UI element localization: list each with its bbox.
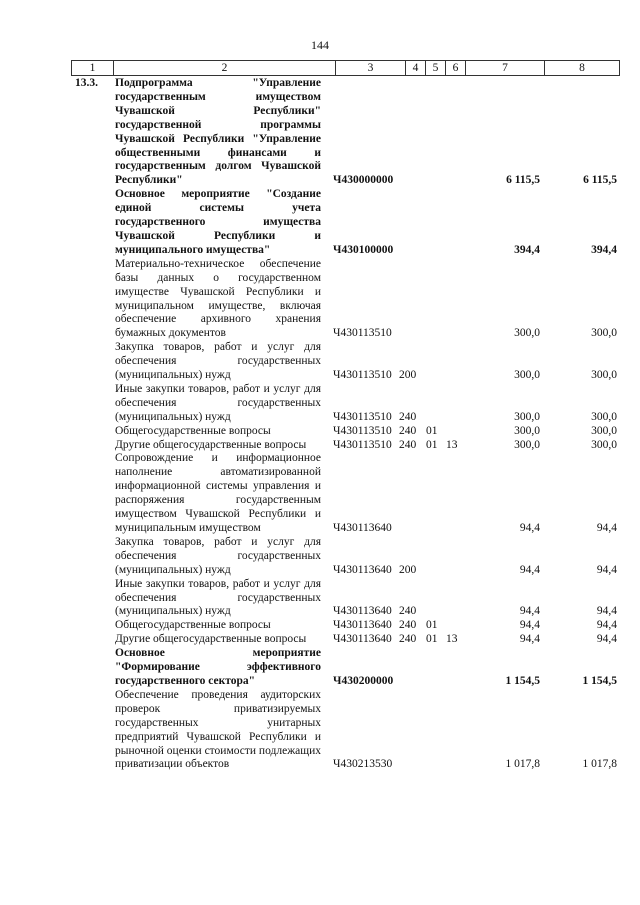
table-row <box>71 619 619 633</box>
row-vr: 240 <box>399 633 417 646</box>
table-row <box>71 425 619 439</box>
row-vr: 240 <box>399 605 417 618</box>
table-row <box>71 383 619 425</box>
row-value-8: 94,4 <box>596 619 617 632</box>
row-code: Ч430113640 <box>333 605 392 618</box>
row-vr: 240 <box>399 619 417 632</box>
row-code: Ч430113510 <box>333 410 392 423</box>
table-row <box>71 439 619 453</box>
table-row <box>71 689 619 772</box>
row-rz: 01 <box>426 619 438 632</box>
table-row <box>71 258 619 341</box>
row-name: Подпрограмма "Управление государственным имуществом Чувашской Республики" государственной программы Чувашской Республики "Управление общественными финансами и государственным долгом Чувашской Республики" <box>115 77 321 187</box>
table-row <box>71 188 619 258</box>
row-name: Закупка товаров, работ и услуг для обеспечения государственных (муниципальных) нужд <box>115 341 321 382</box>
row-number <box>71 619 113 633</box>
row-value-7: 300,0 <box>514 410 540 423</box>
row-code: Ч430200000 <box>333 674 394 687</box>
row-number <box>71 341 113 383</box>
row-rz: 01 <box>426 438 438 451</box>
row-name: Другие общегосударственные вопросы <box>115 438 307 451</box>
row-number <box>71 689 113 772</box>
row-code: Ч430000000 <box>333 174 394 187</box>
header-col-8: 8 <box>545 61 620 76</box>
row-number <box>71 647 113 689</box>
table-body <box>71 77 619 772</box>
row-value-7: 300,0 <box>514 424 540 437</box>
row-code: Ч430113640 <box>333 563 392 576</box>
table-row <box>71 452 619 535</box>
row-value-8: 394,4 <box>591 243 617 256</box>
row-pr: 13 <box>446 633 458 646</box>
row-number <box>71 439 113 453</box>
row-value-7: 94,4 <box>519 619 540 632</box>
row-value-7: 300,0 <box>514 327 540 340</box>
row-value-8: 94,4 <box>596 605 617 618</box>
row-number <box>71 258 113 341</box>
row-value-7: 6 115,5 <box>506 174 540 187</box>
row-name: Другие общегосударственные вопросы <box>115 633 307 646</box>
row-value-8: 300,0 <box>591 438 617 451</box>
header-col-5: 5 <box>426 61 446 76</box>
row-name: Закупка товаров, работ и услуг для обеспечения государственных (муниципальных) нужд <box>115 535 321 576</box>
row-value-7: 300,0 <box>514 369 540 382</box>
row-name: Основное мероприятие "Создание единой системы учета государственного имущества Чувашской Республики и муниципального имущества" <box>115 188 321 256</box>
row-value-8: 1 017,8 <box>582 758 617 771</box>
row-name: Сопровождение и информационное наполнение автоматизированной информационной системы управления и распоряжения государственным имуществом Чувашской Республики и муниципальным имуществом <box>115 452 321 534</box>
row-name: Материально-техническое обеспечение базы данных о государственном имуществе Чувашской Республики и муниципальном имуществе, включая обеспечение архивного хранения бумажных документов <box>115 257 321 340</box>
row-code: Ч430213530 <box>333 758 393 771</box>
row-value-8: 300,0 <box>591 424 617 437</box>
row-pr: 13 <box>446 438 458 451</box>
row-name: Общегосударственные вопросы <box>115 424 271 437</box>
row-rz: 01 <box>426 633 438 646</box>
row-code: Ч430113510 <box>333 369 392 382</box>
header-col-3: 3 <box>336 61 406 76</box>
row-value-7: 394,4 <box>514 243 540 256</box>
row-number: 13.3. <box>75 77 98 89</box>
table-row <box>71 536 619 578</box>
row-vr: 200 <box>399 369 417 382</box>
row-name: Иные закупки товаров, работ и услуг для обеспечения государственных (муниципальных) нужд <box>115 382 321 423</box>
row-vr: 240 <box>399 438 417 451</box>
header-col-7: 7 <box>466 61 545 76</box>
row-value-7: 94,4 <box>519 605 540 618</box>
page-number: 144 <box>311 38 329 52</box>
row-name: Общегосударственные вопросы <box>115 619 271 632</box>
row-value-7: 94,4 <box>519 522 540 534</box>
table-row <box>71 578 619 620</box>
row-code: Ч430113510 <box>333 438 392 451</box>
row-value-7: 94,4 <box>519 633 540 646</box>
row-number <box>71 383 113 425</box>
row-value-7: 1 017,8 <box>505 758 540 771</box>
row-rz: 01 <box>426 424 438 437</box>
row-name: Основное мероприятие "Формирование эффективного государственного сектора" <box>115 647 321 687</box>
row-number <box>71 188 113 258</box>
row-name: Иные закупки товаров, работ и услуг для обеспечения государственных (муниципальных) нужд <box>115 577 321 618</box>
row-value-7: 94,4 <box>519 563 540 576</box>
row-value-7: 300,0 <box>514 438 540 451</box>
row-number <box>71 425 113 439</box>
row-vr: 240 <box>399 410 417 423</box>
table-header <box>71 60 620 76</box>
row-value-8: 94,4 <box>596 633 617 646</box>
row-value-8: 300,0 <box>591 369 617 382</box>
row-number <box>71 578 113 620</box>
row-value-8: 6 115,5 <box>583 174 617 187</box>
row-code: Ч430113640 <box>333 522 392 534</box>
row-value-8: 300,0 <box>591 410 617 423</box>
row-value-8: 1 154,5 <box>582 674 617 687</box>
row-number <box>71 452 113 535</box>
row-vr: 200 <box>399 563 417 576</box>
row-number <box>71 633 113 647</box>
table-row <box>71 77 619 188</box>
row-value-7: 1 154,5 <box>505 674 540 687</box>
row-code: Ч430100000 <box>333 243 394 256</box>
row-code: Ч430113640 <box>333 633 392 646</box>
header-col-6: 6 <box>446 61 466 76</box>
table-row <box>71 647 619 689</box>
header-col-1: 1 <box>72 61 114 76</box>
row-code: Ч430113640 <box>333 619 392 632</box>
row-value-8: 300,0 <box>591 327 617 340</box>
row-code: Ч430113510 <box>333 327 392 340</box>
row-value-8: 94,4 <box>596 522 617 534</box>
row-value-8: 94,4 <box>596 563 617 576</box>
row-number <box>71 536 113 578</box>
table-row <box>71 633 619 647</box>
row-name: Обеспечение проведения аудиторских проверок приватизируемых государственных унитарных предприятий Чувашской Республики и рыночной оценки стоимости подлежащих приватизации объектов <box>115 688 322 771</box>
table-row <box>71 341 619 383</box>
row-code: Ч430113510 <box>333 424 392 437</box>
header-col-2: 2 <box>114 61 336 76</box>
header-col-4: 4 <box>406 61 426 76</box>
row-vr: 240 <box>399 424 417 437</box>
